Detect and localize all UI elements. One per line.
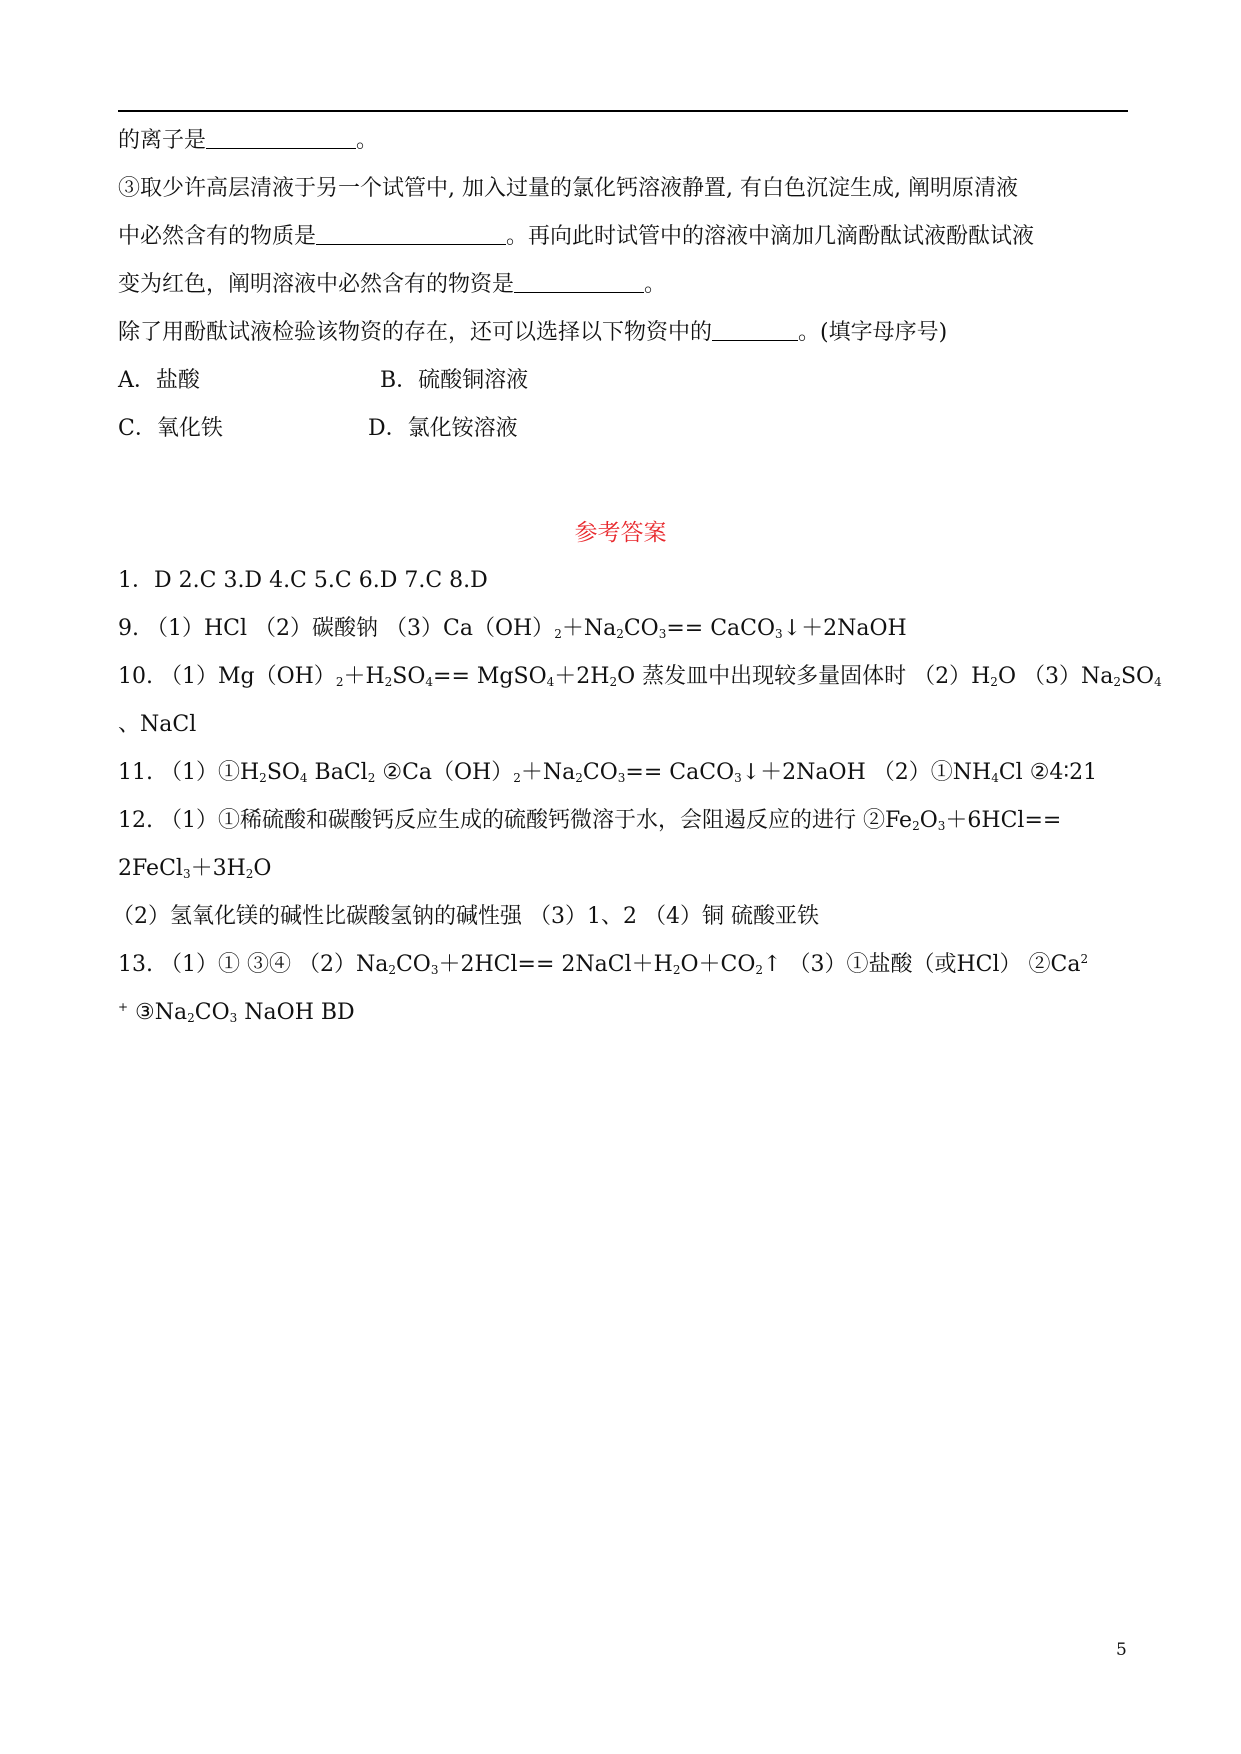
subscript: 3: [182, 867, 191, 881]
question-line-2: ③取少许高层清液于另一个试管中, 加入过量的氯化钙溶液静置, 有白色沉淀生成, 阐明原清液: [118, 176, 1018, 201]
text: ↓＋2NaOH: [782, 616, 907, 641]
text: ＋Na: [561, 616, 617, 641]
text: SO: [392, 664, 426, 689]
answer-blank: [316, 224, 506, 245]
subscript: 2: [990, 675, 998, 689]
header-rule: [118, 110, 1128, 112]
subscript: 3: [775, 627, 783, 641]
option-b: B．硫酸铜溶液: [380, 368, 529, 393]
subscript: 3: [658, 627, 667, 641]
subscript: 2: [554, 627, 562, 641]
subscript: 2: [245, 867, 254, 881]
text: ＋H: [343, 664, 385, 689]
answer-q13: [118, 950, 1128, 980]
answer-q12: [118, 806, 1128, 836]
subscript: 4: [425, 675, 434, 689]
subscript: 3: [937, 819, 946, 833]
answers-title: 参考答案: [574, 520, 667, 546]
text: ＋Na: [520, 760, 576, 785]
line-text: 。(填字母序号): [798, 320, 948, 345]
answer-q13-cont: [118, 998, 1128, 1028]
subscript: 4: [1154, 675, 1162, 689]
text: ＋2H: [554, 664, 610, 689]
text: 11. （1）①H: [118, 760, 260, 785]
text: SO: [1120, 664, 1155, 689]
question-line-3: [118, 222, 1128, 252]
text: ②Ca（OH）: [375, 760, 514, 785]
question-line-4: [118, 270, 1128, 300]
answer-q12-cont: [118, 854, 1128, 884]
answer-q11: [118, 758, 1128, 788]
text: O: [919, 808, 938, 833]
text: 2FeCl: [118, 856, 183, 881]
text: ③Na: [128, 1000, 188, 1025]
subscript: 2: [388, 963, 396, 977]
text: 12. （1）①稀硫酸和碳酸钙反应生成的硫酸钙微溶于水，会阻遏反应的进行 ②Fe: [118, 808, 913, 833]
line-text: 中必然含有的物质是: [118, 224, 317, 249]
text: 13. （1）① ③④ （2）Na: [118, 952, 389, 977]
text: ↑ （3）①盐酸（或HCl） ②Ca: [763, 952, 1081, 977]
subscript: 4: [991, 771, 999, 785]
subscript: 2: [575, 771, 583, 785]
line-text: 。再向此时试管中的溶液中滴加几滴酚酞试液酚酞试液: [506, 224, 1035, 249]
text: == MgSO: [433, 664, 547, 689]
text: NaOH BD: [237, 1000, 355, 1025]
text: CO: [395, 952, 431, 977]
option-d: D．氯化铵溶液: [368, 416, 518, 441]
answer-q9: [118, 614, 1128, 644]
text: 9. （1）HCl （2）碳酸钠 （3）Ca（OH）: [118, 616, 555, 641]
subscript: 2: [672, 963, 681, 977]
text: == CaCO: [625, 760, 735, 785]
text: CO: [194, 1000, 230, 1025]
subscript: 2: [513, 771, 521, 785]
answer-q10: [118, 662, 1162, 692]
text: ＋6HCl==: [945, 808, 1062, 833]
text: == CaCO: [666, 616, 776, 641]
text: O （3）Na: [997, 664, 1114, 689]
subscript: 3: [229, 1011, 238, 1025]
text: SO: [266, 760, 300, 785]
subscript: 2: [187, 1011, 195, 1025]
option-a: A．盐酸: [118, 368, 200, 393]
subscript: 4: [546, 675, 555, 689]
line-text: 除了用酚酞试液检验该物资的存在，还可以选择以下物资中的: [118, 320, 713, 345]
subscript: 2: [335, 675, 344, 689]
text: ↓＋2NaOH （2）①NH: [741, 760, 992, 785]
text: O＋CO: [680, 952, 756, 977]
text: O: [253, 856, 272, 881]
subscript: 2: [259, 771, 267, 785]
text: O 蒸发皿中出现较多量固体时 （2）H: [617, 664, 991, 689]
subscript: 3: [617, 771, 626, 785]
answer-q10-cont: 、NaCl: [118, 712, 197, 737]
subscript: 2: [1113, 675, 1121, 689]
answer-line-1-8: 1．D 2.C 3.D 4.C 5.C 6.D 7.C 8.D: [118, 568, 488, 593]
line-text: 。: [644, 272, 667, 297]
page-number: 5: [1116, 1640, 1127, 1660]
subscript: 2: [755, 963, 764, 977]
line-text: 变为红色，阐明溶液中必然含有的物资是: [118, 272, 515, 297]
text: CO: [623, 616, 659, 641]
answer-blank: [206, 128, 356, 149]
question-line-5: [118, 318, 1128, 348]
text: CO: [582, 760, 618, 785]
option-c: C．氧化铁: [118, 416, 223, 441]
answer-blank: [514, 272, 644, 293]
superscript: 2: [1080, 952, 1089, 966]
subscript: 3: [430, 963, 439, 977]
subscript: 2: [367, 771, 376, 785]
subscript: 2: [609, 675, 618, 689]
answer-blank: [712, 320, 798, 341]
line-text: 。: [356, 128, 379, 153]
question-line-1: [118, 126, 1128, 156]
superscript: +: [118, 1000, 129, 1014]
answer-q12-part2: （2）氢氧化镁的碱性比碳酸氢钠的碱性强 （3）1、2 （4）铜 硫酸亚铁: [112, 904, 819, 929]
subscript: 2: [616, 627, 624, 641]
line-text: 的离子是: [118, 128, 207, 153]
text: BaCl: [307, 760, 368, 785]
subscript: 2: [912, 819, 920, 833]
subscript: 2: [384, 675, 393, 689]
text: ＋2HCl== 2NaCl＋H: [438, 952, 673, 977]
subscript: 4: [299, 771, 308, 785]
text: Cl ②4∶21: [998, 760, 1098, 785]
text: ＋3H: [190, 856, 246, 881]
text: 10. （1）Mg（OH）: [118, 664, 336, 689]
subscript: 3: [734, 771, 742, 785]
